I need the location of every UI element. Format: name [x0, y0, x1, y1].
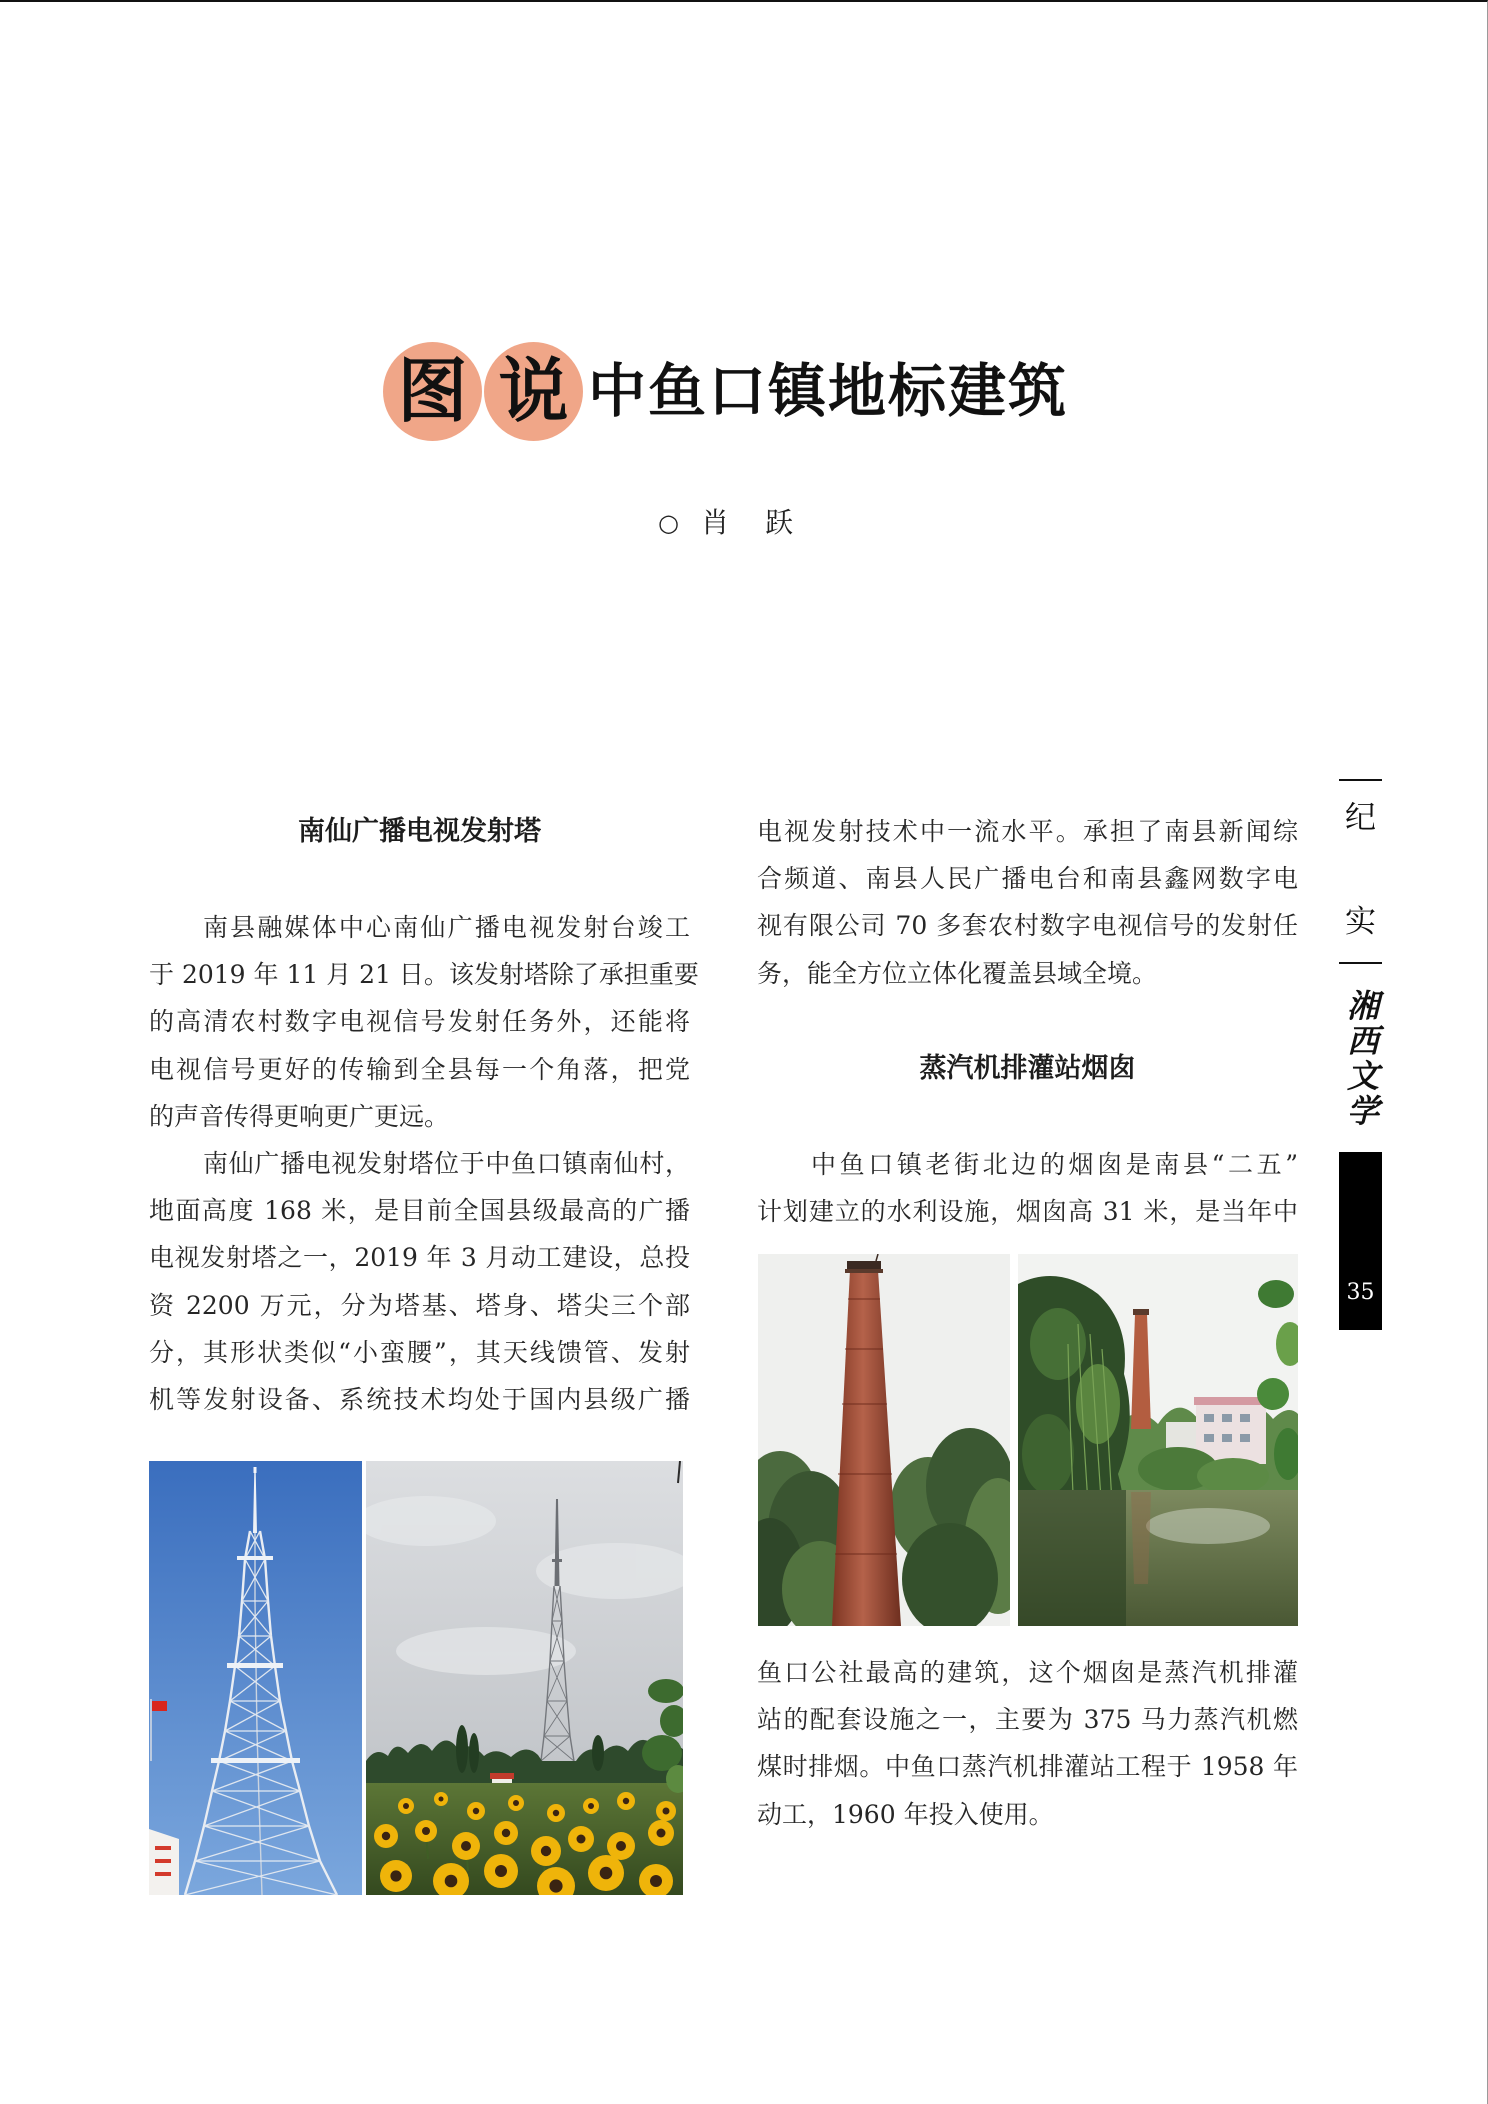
photo-chimney-pond	[1018, 1254, 1298, 1626]
text-line: 合频道、南县人民广播电台和南县鑫网数字电	[757, 864, 1298, 894]
left-column-text	[149, 904, 699, 1423]
title-badge-shuo: 说	[484, 342, 583, 441]
text-line: 视有限公司 70 多套农村数字电视信号的发射任	[757, 911, 1298, 941]
photo-tower-flower-field	[366, 1461, 683, 1895]
sidebar-section-char-1: 纪	[1345, 800, 1376, 836]
text-line: 于 2019 年 11 月 21 日。该发射塔除了承担重要	[149, 960, 699, 990]
text-line: 鱼口公社最高的建筑，这个烟囱是蒸汽机排灌	[757, 1658, 1298, 1687]
signboard	[149, 1829, 179, 1895]
right-column-text-upper	[757, 1141, 1298, 1235]
text-line: 站的配套设施之一，主要为 375 马力蒸汽机燃	[757, 1705, 1298, 1735]
section-heading-tower: 南仙广播电视发射塔	[298, 816, 541, 847]
chimney-reflection	[1131, 1492, 1151, 1584]
right-column-text-lower	[757, 1649, 1298, 1838]
sidebar-rule-top	[1339, 779, 1382, 781]
tower-flower-field-image	[366, 1461, 683, 1895]
text-line: 的高清农村数字电视信号发射任务外，还能将	[149, 1007, 690, 1037]
chimney-closeup-image	[758, 1254, 1010, 1626]
tree-reflection	[1018, 1490, 1126, 1626]
text-line: 机等发射设备、系统技术均处于国内县级广播	[149, 1384, 690, 1414]
text-line: 煤时排烟。中鱼口蒸汽机排灌站工程于 1958 年	[757, 1752, 1298, 1782]
text-line: 电视发射技术中一流水平。承担了南县新闻综	[757, 817, 1298, 846]
chimney-rim	[845, 1269, 883, 1273]
text-line: 电视发射塔之一，2019 年 3 月动工建设，总投	[149, 1243, 690, 1273]
sidebar-section-char-2: 实	[1345, 904, 1376, 940]
sky-reflection	[1146, 1508, 1270, 1544]
page-number: 35	[1346, 1280, 1375, 1305]
text-line: 南县融媒体中心南仙广播电视发射台竣工	[203, 913, 690, 942]
tower-blue-sky-image	[149, 1461, 362, 1895]
distant-chimney-cap	[1133, 1309, 1149, 1315]
author-name: 肖 跃	[701, 506, 798, 539]
text-line: 的声音传得更响更广更远。	[149, 1101, 450, 1131]
spire-tip	[254, 1467, 257, 1473]
text-line: 资 2200 万元，分为塔基、塔身、塔尖三个部	[149, 1290, 690, 1320]
author-mark: ○	[658, 509, 679, 537]
text-line: 动工，1960 年投入使用。	[757, 1799, 1054, 1829]
title-badge-tu: 图	[383, 342, 482, 441]
right-column-continued-text	[757, 808, 1298, 997]
text-line: 中鱼口镇老街北边的烟囱是南县“二五”	[811, 1150, 1298, 1179]
tower-antenna-platform	[552, 1559, 562, 1562]
text-line: 分，其形状类似“小蛮腰”，其天线馈管、发射	[149, 1337, 690, 1367]
article-title: 中鱼口镇地标建筑	[588, 357, 1069, 425]
sidebar-rule-bottom	[1339, 962, 1382, 964]
chimney-pond-image	[1018, 1254, 1298, 1626]
text-line: 地面高度 168 米，是目前全国县级最高的广播	[149, 1196, 690, 1226]
text-line: 南仙广播电视发射塔位于中鱼口镇南仙村，	[203, 1148, 690, 1178]
text-line: 计划建立的水利设施，烟囱高 31 米，是当年中	[757, 1197, 1298, 1227]
page-number-block	[1339, 1152, 1382, 1330]
text-line: 务，能全方位立体化覆盖县域全境。	[757, 958, 1158, 988]
magazine-logo: 湘西文学	[1342, 989, 1380, 1129]
text-line: 电视信号更好的传输到全县每一个角落，把党	[149, 1054, 690, 1084]
photo-chimney-closeup	[758, 1254, 1010, 1626]
flower-field	[366, 1783, 683, 1895]
section-heading-chimney: 蒸汽机排灌站烟囱	[919, 1053, 1136, 1084]
photo-tower-blue-sky	[149, 1461, 362, 1895]
